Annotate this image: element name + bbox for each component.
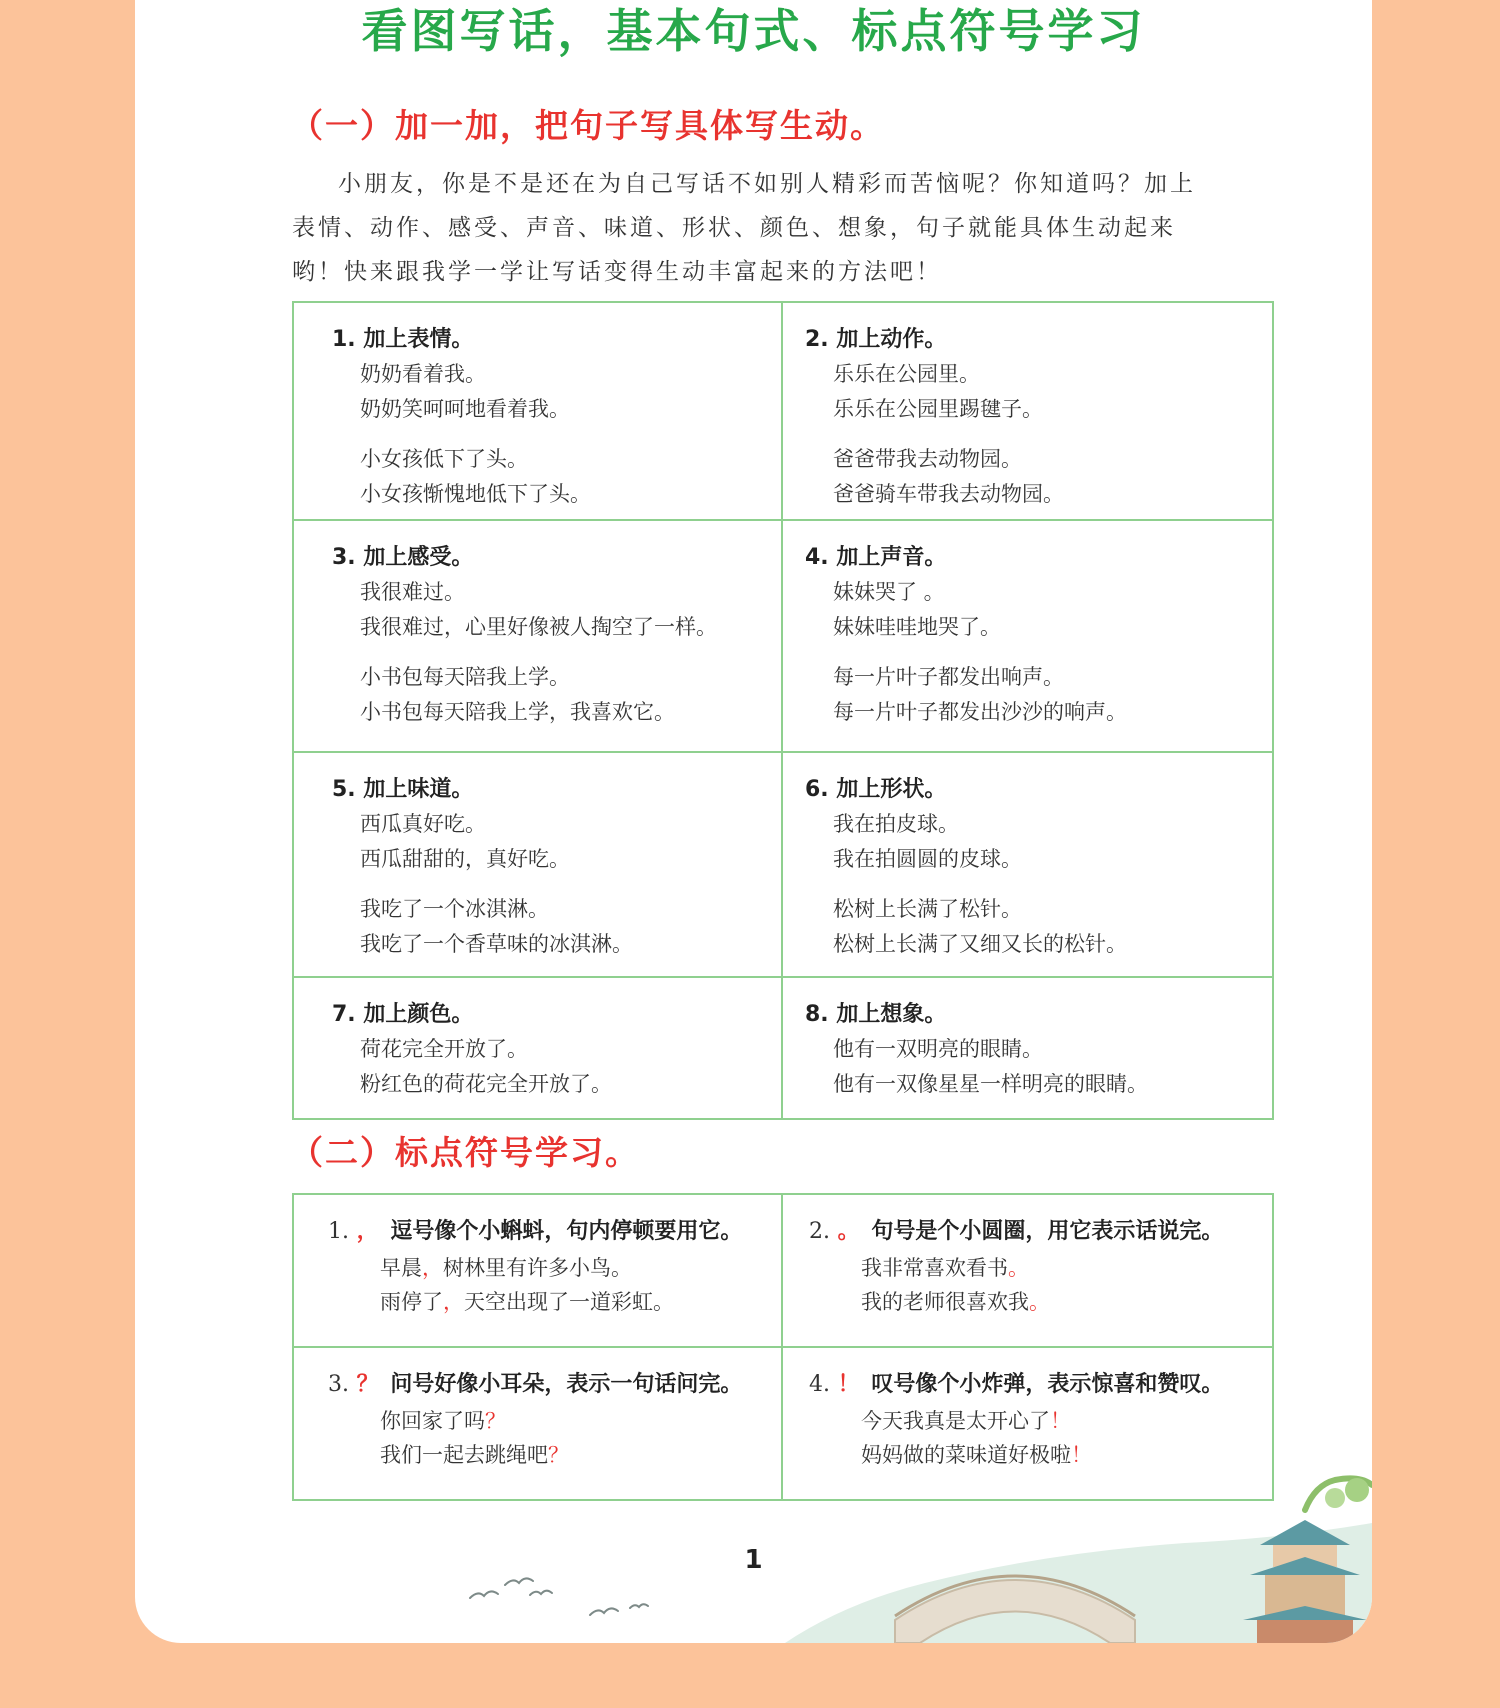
- cell-heading: 6. 加上形状。: [805, 777, 947, 802]
- example-line: 乐乐在公园里踢毽子。: [833, 397, 1043, 421]
- rule-number: 2.: [809, 1219, 830, 1244]
- page-title: 看图写话，基本句式、标点符号学习: [361, 4, 1146, 58]
- cell-heading: 2. 加上动作。: [805, 327, 947, 352]
- example-line: 小书包每天陪我上学。: [360, 665, 570, 689]
- birds-icon: [470, 1578, 648, 1615]
- example-line: 我在拍圆圆的皮球。: [833, 847, 1022, 871]
- example-line: 早晨，树林里有许多小鸟。: [380, 1256, 632, 1280]
- section-1-intro: 小朋友，你是不是还在为自己写话不如别人精彩而苦恼呢？你知道吗？加上表情、动作、感受、声音、味道、形状、颜色、想象，句子就能具体生动起来哟！快来跟我学一学让写话变得生动丰富起来的方法吧！: [292, 171, 1196, 285]
- example-line: 小女孩惭愧地低下了头。: [360, 482, 591, 506]
- example-line: 妹妹哇哇地哭了。: [833, 615, 1001, 639]
- rule-text: 句号是个小圆圈，用它表示话说完。: [871, 1219, 1224, 1244]
- example-line: 每一片叶子都发出沙沙的响声。: [833, 700, 1127, 724]
- example-line: 我在拍皮球。: [833, 812, 959, 836]
- example-line: 西瓜真好吃。: [360, 812, 486, 836]
- example-line: 荷花完全开放了。: [360, 1037, 528, 1061]
- example-line: 我很难过。: [360, 580, 465, 604]
- example-line: 我吃了一个冰淇淋。: [360, 897, 549, 921]
- example-line: 爸爸带我去动物园。: [833, 447, 1022, 471]
- landscape-illustration: [135, 0, 1372, 1643]
- rule-text: 逗号像个小蝌蚪，句内停顿要用它。: [390, 1219, 743, 1244]
- section-2-title: （二）标点符号学习。: [290, 1133, 640, 1172]
- rule-text: 问号好像小耳朵，表示一句话问完。: [390, 1372, 743, 1397]
- example-line: 粉红色的荷花完全开放了。: [360, 1072, 612, 1096]
- rule-number: 3.: [328, 1372, 349, 1397]
- cell-heading: 7. 加上颜色。: [332, 1002, 474, 1027]
- rule-text: 叹号像个小炸弹，表示惊喜和赞叹。: [871, 1372, 1224, 1397]
- punctuation-mark: ，: [356, 1219, 379, 1244]
- workbook-page: [135, 0, 1372, 1643]
- page-number: 1: [744, 1545, 763, 1575]
- example-line: 他有一双像星星一样明亮的眼睛。: [833, 1072, 1148, 1096]
- cell-heading: 1. 加上表情。: [332, 327, 474, 352]
- punctuation-mark: 。: [837, 1219, 860, 1244]
- example-line: 每一片叶子都发出响声。: [833, 665, 1064, 689]
- rule-number: 1.: [328, 1219, 349, 1244]
- cell-heading: 4. 加上声音。: [805, 545, 947, 570]
- example-line: 他有一双明亮的眼睛。: [833, 1037, 1043, 1061]
- cell-heading: 3. 加上感受。: [332, 545, 474, 570]
- example-line: 我吃了一个香草味的冰淇淋。: [360, 932, 633, 956]
- example-line: 松树上长满了又细又长的松针。: [833, 932, 1127, 956]
- example-line: 你回家了吗？: [380, 1409, 506, 1433]
- example-line: 乐乐在公园里。: [833, 362, 980, 386]
- example-line: 西瓜甜甜的，真好吃。: [360, 847, 570, 871]
- example-line: 今天我真是太开心了！: [861, 1409, 1071, 1433]
- example-line: 雨停了，天空出现了一道彩虹。: [380, 1290, 674, 1314]
- example-line: 小女孩低下了头。: [360, 447, 528, 471]
- cell-heading: 5. 加上味道。: [332, 777, 474, 802]
- example-line: 奶奶看着我。: [360, 362, 486, 386]
- example-line: 妈妈做的菜味道好极啦！: [861, 1443, 1092, 1467]
- example-line: 我们一起去跳绳吧？: [380, 1443, 569, 1467]
- rule-number: 4.: [809, 1372, 830, 1397]
- example-line: 我很难过，心里好像被人掏空了一样。: [360, 615, 717, 639]
- example-line: 妹妹哭了 。: [833, 580, 945, 604]
- punctuation-mark: ！: [837, 1372, 860, 1397]
- example-line: 松树上长满了松针。: [833, 897, 1022, 921]
- example-line: 我的老师很喜欢我。: [861, 1290, 1050, 1314]
- example-line: 奶奶笑呵呵地看着我。: [360, 397, 570, 421]
- punctuation-mark: ？: [356, 1372, 379, 1397]
- example-line: 小书包每天陪我上学，我喜欢它。: [360, 700, 675, 724]
- cell-heading: 8. 加上想象。: [805, 1002, 947, 1027]
- example-line: 我非常喜欢看书。: [861, 1256, 1029, 1280]
- example-line: 爸爸骑车带我去动物园。: [833, 482, 1064, 506]
- section-1-title: （一）加一加，把句子写具体写生动。: [290, 106, 885, 145]
